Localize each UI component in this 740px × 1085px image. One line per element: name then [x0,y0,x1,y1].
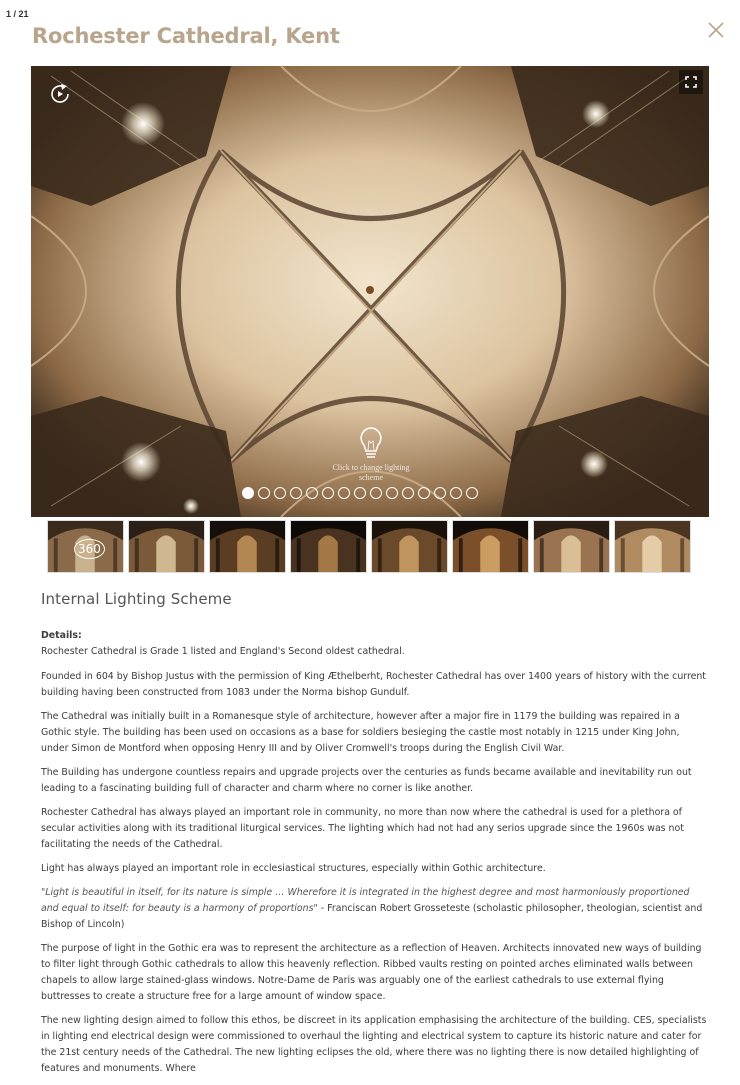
thumbnail-360-label: 360 [74,539,105,559]
thumbnail-image [372,521,447,572]
grosseteste-quote: "Light is beautiful in itself, for its nature is simple … Wherefore it is integrated in the highest degree and most harmoniously proportioned and equal to itself: for beauty is a harmony of proportions" [41,887,690,914]
thumb-altar[interactable] [290,520,367,573]
slide-dot[interactable] [466,487,478,499]
thumb-chapel[interactable] [533,520,610,573]
slide-dot[interactable] [418,487,430,499]
light-bulb-icon [358,426,384,462]
close-button[interactable] [706,20,726,40]
panorama-viewer[interactable] [31,66,709,517]
slide-dot[interactable] [258,487,270,499]
slide-dot[interactable] [370,487,382,499]
thumbnail-strip [47,520,691,573]
quote-paragraph [41,885,707,933]
slide-dot[interactable] [242,487,254,499]
slide-dot[interactable] [386,487,398,499]
thumbnail-image [453,521,528,572]
details-paragraph: The Cathedral was initially built in a Romanesque style of architecture, however after a major fire in 1179 the building was repaired in a Gothic style. The building has been used on occasions as a base for soldiers besieging the castle most notably in 1215 under King John, under Simon de Montford when opposing Henry III and by Oliver Cromwell's troops during the English Civil War. [41,711,680,754]
page-title: Rochester Cathedral, Kent [32,24,340,48]
thumb-aisle[interactable] [209,520,286,573]
details-paragraph: Light has always played an important role in ecclesiastical structures, especially within Gothic architecture. [41,863,546,874]
thumb-360[interactable] [47,520,124,573]
lighting-caption: Click to change lighting scheme [332,463,410,482]
slide-dot[interactable] [306,487,318,499]
details-paragraph: Rochester Cathedral is Grade 1 listed and England's Second oldest cathedral. [41,646,405,657]
slide-dot[interactable] [274,487,286,499]
section-subtitle: Internal Lighting Scheme [41,590,232,608]
slide-dots [242,487,478,499]
fullscreen-button[interactable] [679,70,703,94]
thumbnail-image [534,521,609,572]
thumbnail-image [210,521,285,572]
slide-dot[interactable] [354,487,366,499]
slide-dot[interactable] [402,487,414,499]
slide-dot[interactable] [450,487,462,499]
details-paragraph: The new lighting design aimed to follow this ethos, be discreet in its application emphasising the architecture of the building. CES, specialists in lighting end electrical design were commissioned to overhaul the lighting and electrical system to capture its historic nature and cater for the 21st century needs of the Cathedral. The new lighting eclipses the old, where there was no lighting there is now detailed highlighting of features and monuments. Where [41,1015,707,1074]
rotate-360-icon [48,82,72,106]
change-lighting-button[interactable] [358,426,384,462]
slide-dot[interactable] [322,487,334,499]
image-counter: 1 / 21 [6,9,29,19]
details-paragraph: The purpose of light in the Gothic era was to represent the architecture as a reflection of Heaven. Architects innovated new ways of building to filter light through Gothic cathedrals to allow this heavenly reflection. Ribbed vaults resting on pointed arches eliminated walls between chapels to allow large stained-glass windows. Notre-Dame de Paris was arguably one of the earliest cathedrals to use external flying buttresses to create a structure free for a large amount of window space. [41,943,702,1002]
slide-dot[interactable] [338,487,350,499]
thumb-choir[interactable] [371,520,448,573]
slide-dot[interactable] [434,487,446,499]
thumbnail-image [291,521,366,572]
thumbnail-image [129,521,204,572]
details-paragraph: The Building has undergone countless repairs and upgrade projects over the centuries as funds became available and inevitability run out leading to a fascinating building full of character and charm where no corner is like another. [41,767,692,794]
thumb-screen[interactable] [452,520,529,573]
thumb-tombs[interactable] [614,520,691,573]
fullscreen-icon [679,70,703,94]
details-paragraph: Founded in 604 by Bishop Justus with the permission of King Æthelberht, Rochester Cathedral has over 1400 years of history with the current building having been constructed from 1083 under the Norma bishop Gundulf. [41,671,706,698]
details-paragraph: Rochester Cathedral has always played an important role in community, no more than now where the cathedral is used for a plethora of secular activities along with its traditional liturgical services. The lighting which had not had any serios upgrade since the 1960s was not facilitating the needs of the Cathedral. [41,807,684,850]
details-text [41,628,707,1085]
thumb-nave[interactable] [128,520,205,573]
close-icon [706,20,726,40]
thumbnail-image [615,521,690,572]
quote-attribution: - Franciscan Robert Grosseteste (scholastic philosopher, theologian, scientist and Bishop of Lincoln) [41,903,703,930]
details-label: Details: [41,630,82,641]
rotate-360-button[interactable] [48,82,72,106]
slide-dot[interactable] [290,487,302,499]
